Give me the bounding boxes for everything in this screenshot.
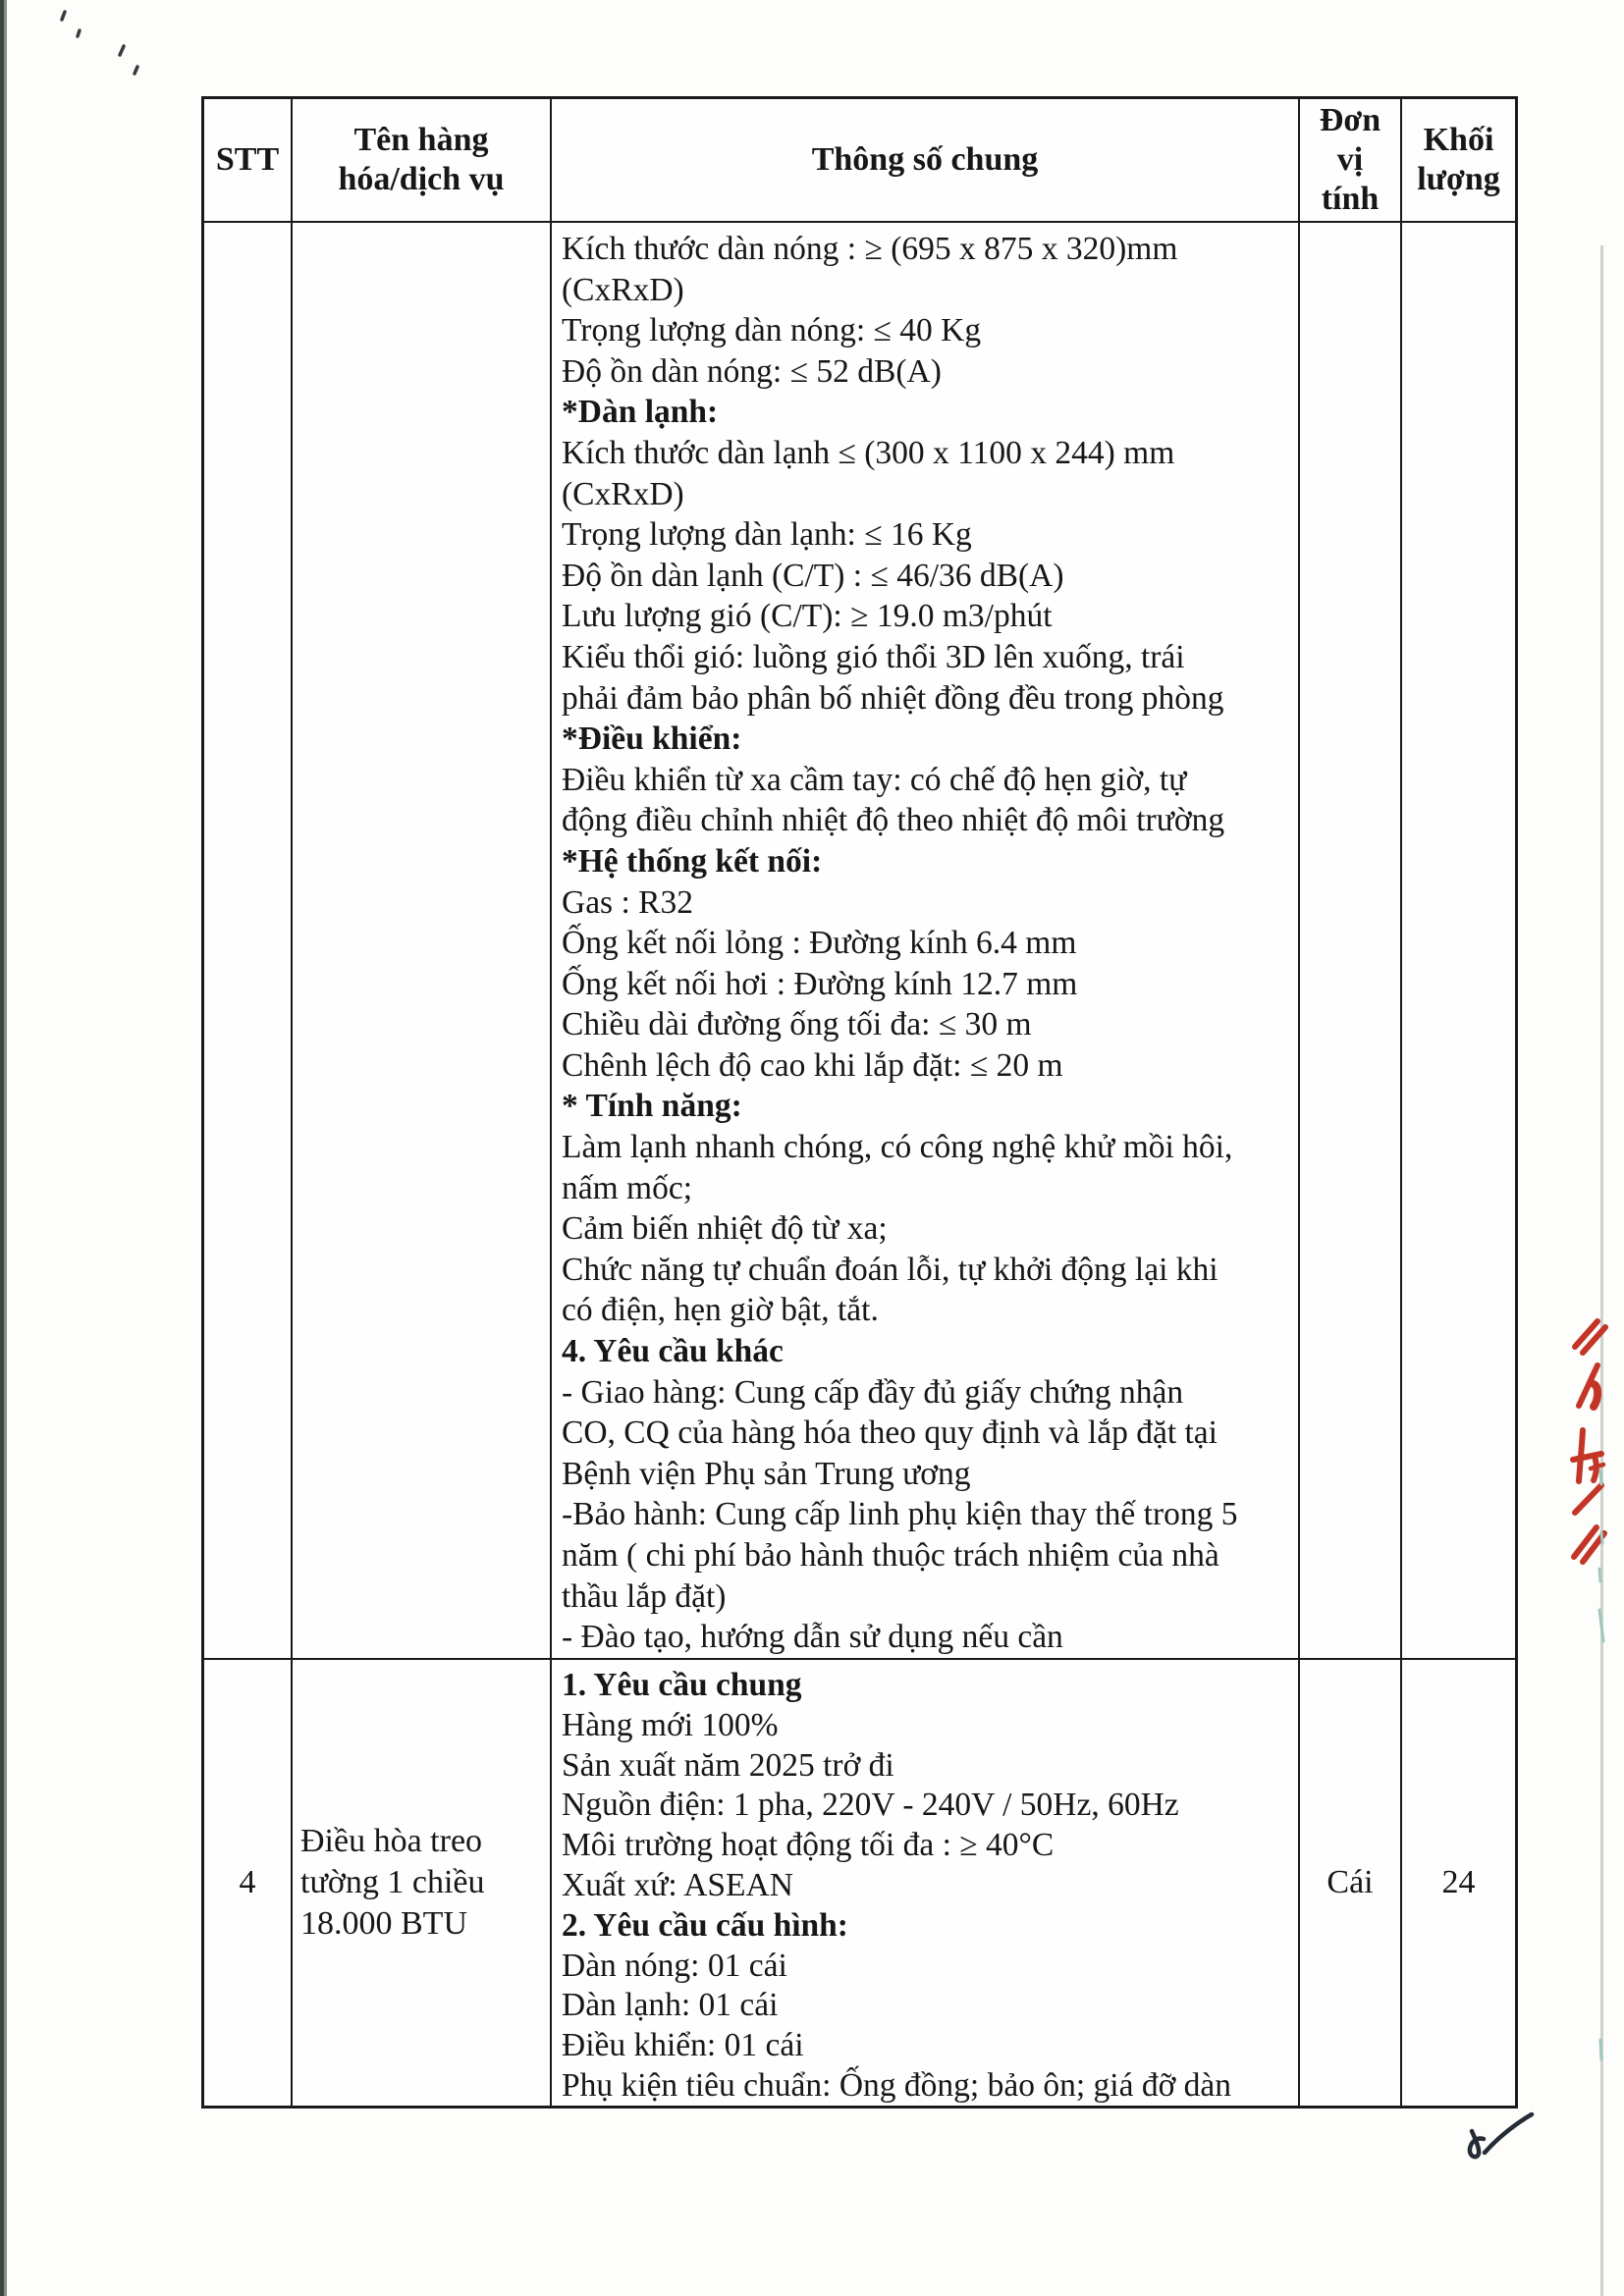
row-b-name-cell [293,1660,552,2106]
spec-line: Trọng lượng dàn lạnh: ≤ 16 Kg [562,516,972,554]
spec-line: Chức năng tự chuẩn đoán lỗi, tự khởi động lại khi [562,1251,1218,1288]
row-a-specs-cell [552,223,1300,1660]
spec-line: có điện, hẹn giờ bật, tắt. [562,1292,879,1329]
spec-line: Điều khiển từ xa cầm tay: có chế độ hẹn giờ, tự [562,761,1187,798]
row-b-specs-cell [552,1660,1300,2106]
spec-line: Môi trường hoạt động tối đa : ≥ 40°C [562,1827,1055,1864]
spec-line: 4. Yêu cầu khác [562,1333,784,1370]
spec-line: Nguồn điện: 1 pha, 220V - 240V / 50Hz, 60Hz [562,1787,1179,1824]
spec-line: Điều khiển: 01 cái [562,2027,804,2064]
spec-line: (CxRxD) [562,475,684,512]
header-cell-stt: STT [204,99,293,223]
header-cell-don-vi-tinh: Đơn vị tính [1300,99,1402,223]
spec-line: Bệnh viện Phụ sản Trung ương [562,1455,971,1492]
spec-line: phải đảm bảo phân bố nhiệt đồng đều trong phòng [562,679,1224,717]
scan-left-edge [0,0,7,2296]
spec-line: Trọng lượng dàn nóng: ≤ 40 Kg [562,312,982,349]
spec-line: Hàng mới 100% [562,1706,779,1743]
spec-line: thầu lắp đặt) [562,1577,727,1615]
item-name-line: tường 1 chiều [300,1864,485,1900]
spec-line: nấm mốc; [562,1169,693,1206]
spec-line: Độ ồn dàn lạnh (C/T) : ≤ 46/36 dB(A) [562,557,1064,594]
row-a-name-cell [293,223,552,1660]
spec-line: -Bảo hành: Cung cấp linh phụ kiện thay thế trong 5 [562,1496,1238,1533]
spec-line: Gas : R32 [562,883,693,921]
spec-line: Ống kết nối hơi : Đường kính 12.7 mm [562,965,1078,1002]
spec-line: Ống kết nối lỏng : Đường kính 6.4 mm [562,925,1077,962]
spec-line: 2. Yêu cầu cấu hình: [562,1906,848,1944]
row-b-stt-cell: 4 [204,1660,293,2106]
header-cell-thong-so-chung: Thông số chung [552,99,1300,223]
spec-line: Độ ồn dàn nóng: ≤ 52 dB(A) [562,352,942,390]
spec-line: Cảm biến nhiệt độ từ xa; [562,1210,888,1248]
spec-line: Kiểu thổi gió: luồng gió thổi 3D lên xuống, trái [562,638,1185,675]
spec-line: CO, CQ của hàng hóa theo quy định và lắp đặt tại [562,1415,1218,1452]
spec-line: - Giao hàng: Cung cấp đầy đủ giấy chứng nhận [562,1373,1184,1411]
spec-line: Chiều dài đường ống tối đa: ≤ 30 m [562,1006,1032,1043]
row-b-unit-cell: Cái [1300,1660,1402,2106]
spec-line: Kích thước dàn lạnh ≤ (300 x 1100 x 244) mm [562,434,1175,471]
spec-line: Xuất xứ: ASEAN [562,1866,793,1903]
spec-line: Phụ kiện tiêu chuẩn: Ống đồng; bảo ôn; giá đỡ dàn [562,2066,1232,2104]
row-a-unit-cell [1300,223,1402,1660]
spec-line: Dàn nóng: 01 cái [562,1947,787,1984]
specification-table [201,96,1518,2109]
spec-line: (CxRxD) [562,271,684,308]
handwritten-check-mark [1470,2114,1532,2157]
spec-line: Lưu lượng gió (C/T): ≥ 19.0 m3/phút [562,598,1053,635]
spec-line: năm ( chi phí bảo hành thuộc trách nhiệm của nhà [562,1537,1219,1574]
spec-line: Dàn lạnh: 01 cái [562,1987,779,2024]
spec-line: * Tính năng: [562,1088,742,1125]
row-a-qty-cell [1402,223,1515,1660]
header-cell-khoi-luong: Khối lượng [1402,99,1515,223]
row-a-stt-cell [204,223,293,1660]
row-b-qty-cell: 24 [1441,1864,1476,1900]
item-name-line: Điều hòa treo [300,1823,483,1859]
ink-speck-marks [62,12,137,74]
spec-line: động điều chỉnh nhiệt độ theo nhiệt độ môi trường [562,802,1225,839]
spec-line: 1. Yêu cầu chung [562,1667,802,1703]
scan-right-edge [1600,245,1603,2296]
spec-line: - Đào tạo, hướng dẫn sử dụng nếu cần [562,1619,1063,1656]
spec-line: *Dàn lạnh: [562,394,719,431]
spec-line: *Hệ thống kết nối: [562,842,823,880]
spec-line: Làm lạnh nhanh chóng, có công nghệ khử mồi hôi, [562,1129,1233,1166]
spec-line: Sản xuất năm 2025 trở đi [562,1746,894,1784]
spec-line: *Điều khiển: [562,721,742,758]
spec-line: Kích thước dàn nóng : ≥ (695 x 875 x 320)mm [562,231,1178,267]
spec-line: Chênh lệch độ cao khi lắp đặt: ≤ 20 m [562,1046,1063,1084]
item-name-line: 18.000 BTU [300,1905,467,1942]
header-cell-ten-hang: Tên hàng hóa/dịch vụ [293,99,552,223]
